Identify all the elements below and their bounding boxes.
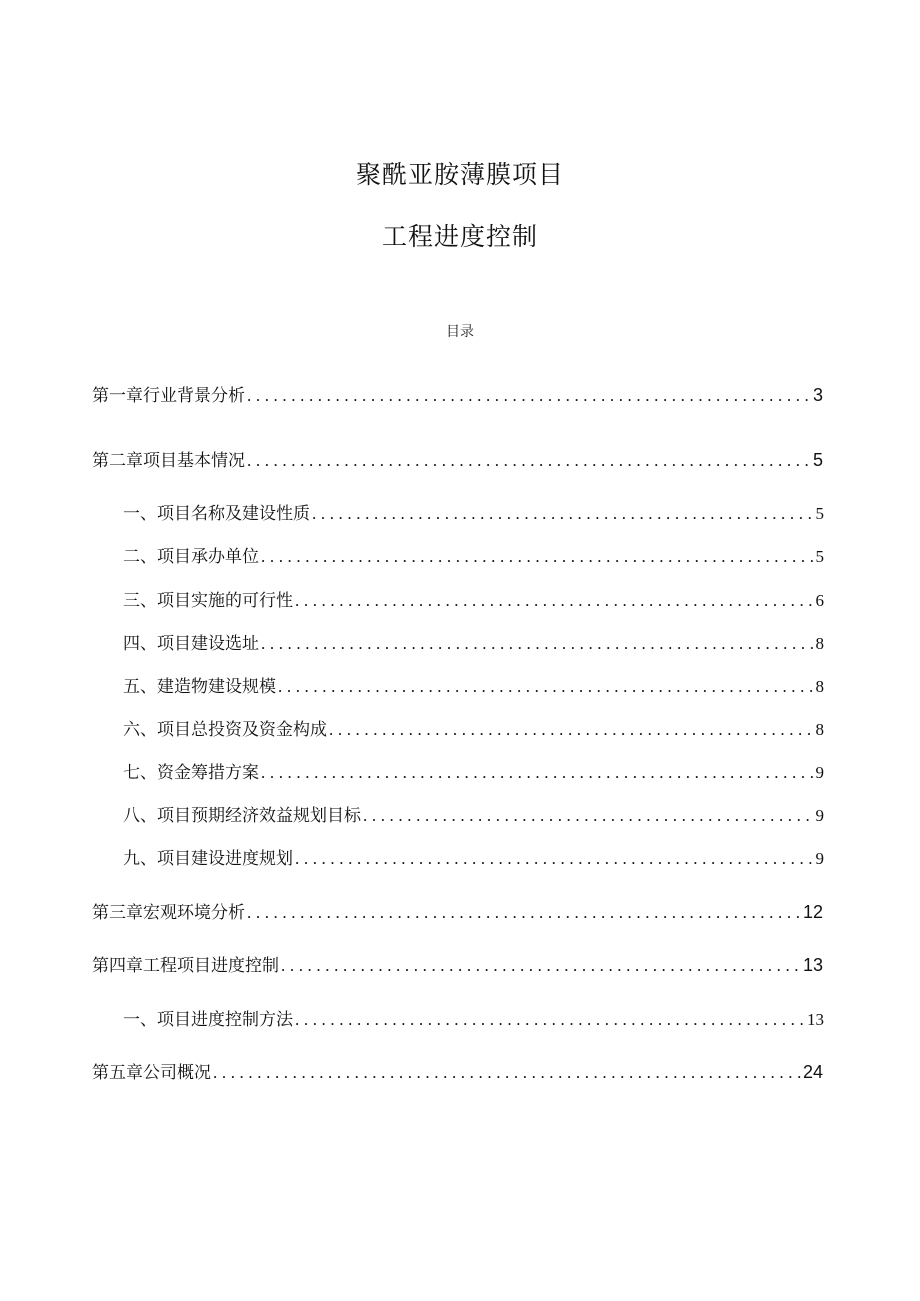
toc-entry-page: 6	[815, 591, 824, 610]
toc-entry-page: 5	[812, 450, 823, 470]
toc-entry[interactable]	[92, 446, 823, 471]
toc-entry-label: 三、项目实施的可行性	[123, 591, 293, 611]
toc-entry-label: 第二章项目基本情况	[92, 451, 245, 471]
toc-entry[interactable]	[92, 1058, 823, 1083]
toc-entry-label: 第三章宏观环境分析	[92, 903, 245, 923]
toc-entry[interactable]	[123, 1005, 824, 1030]
toc-leader-dots	[295, 849, 814, 869]
toc-entry-label: 第一章行业背景分析	[92, 386, 245, 406]
toc-leader-dots	[247, 903, 801, 923]
toc-leader-dots	[363, 806, 814, 826]
toc-entry-label: 第四章工程项目进度控制	[92, 956, 279, 976]
toc-entry-label: 六、项目总投资及资金构成	[123, 720, 327, 740]
toc-entry[interactable]	[123, 629, 824, 654]
toc-entry-page: 3	[812, 385, 823, 405]
toc-entry-page: 9	[815, 849, 824, 868]
toc-leader-dots	[247, 451, 811, 471]
toc-leader-dots	[278, 677, 814, 697]
document-title-line-2: 工程进度控制	[381, 222, 538, 251]
toc-entry[interactable]	[123, 715, 824, 740]
toc-entry[interactable]	[123, 801, 824, 826]
toc-entry-page: 24	[802, 1062, 823, 1082]
toc-entry-page: 13	[802, 955, 823, 975]
toc-entry[interactable]	[123, 758, 824, 783]
toc-entry-page: 8	[815, 720, 824, 739]
toc-leader-dots	[295, 591, 814, 611]
toc-entry-page: 12	[802, 902, 823, 922]
toc-leader-dots	[329, 720, 814, 740]
toc-entry[interactable]	[92, 381, 823, 406]
toc-entry-label: 一、项目进度控制方法	[123, 1010, 293, 1030]
toc-entry-label: 八、项目预期经济效益规划目标	[123, 806, 361, 826]
toc-entry-label: 一、项目名称及建设性质	[123, 504, 310, 524]
toc-heading: 目录	[446, 324, 474, 340]
toc-entry-label: 九、项目建设进度规划	[123, 849, 293, 869]
toc-entry[interactable]	[92, 898, 823, 923]
toc-entry[interactable]	[123, 672, 824, 697]
toc-leader-dots	[281, 956, 801, 976]
toc-entry-page: 8	[815, 634, 824, 653]
toc-leader-dots	[261, 634, 814, 654]
toc-entry-page: 13	[807, 1010, 824, 1029]
toc-entry-page: 8	[815, 677, 824, 696]
toc-entry-page: 5	[815, 504, 824, 523]
toc-entry-page: 9	[815, 763, 824, 782]
toc-entry-label: 四、项目建设选址	[123, 634, 259, 654]
toc-entry[interactable]	[123, 586, 824, 611]
toc-leader-dots	[312, 504, 814, 524]
toc-entry[interactable]	[123, 844, 824, 869]
toc-entry-label: 第五章公司概况	[92, 1063, 211, 1083]
toc-entry-label: 二、项目承办单位	[123, 547, 259, 567]
toc-leader-dots	[247, 386, 811, 406]
toc-leader-dots	[295, 1010, 805, 1030]
toc-leader-dots	[261, 547, 814, 567]
toc-leader-dots	[261, 763, 814, 783]
toc-entry-label: 五、建造物建设规模	[123, 677, 276, 697]
toc-entry-page: 9	[815, 806, 824, 825]
toc-entry[interactable]	[92, 951, 823, 976]
toc-entry[interactable]	[123, 542, 824, 567]
toc-entry-page: 5	[815, 547, 824, 566]
toc-leader-dots	[213, 1063, 801, 1083]
toc-entry-label: 七、资金筹措方案	[123, 763, 259, 783]
document-title-line-1: 聚酰亚胺薄膜项目	[355, 160, 564, 189]
toc-entry[interactable]	[123, 499, 824, 524]
